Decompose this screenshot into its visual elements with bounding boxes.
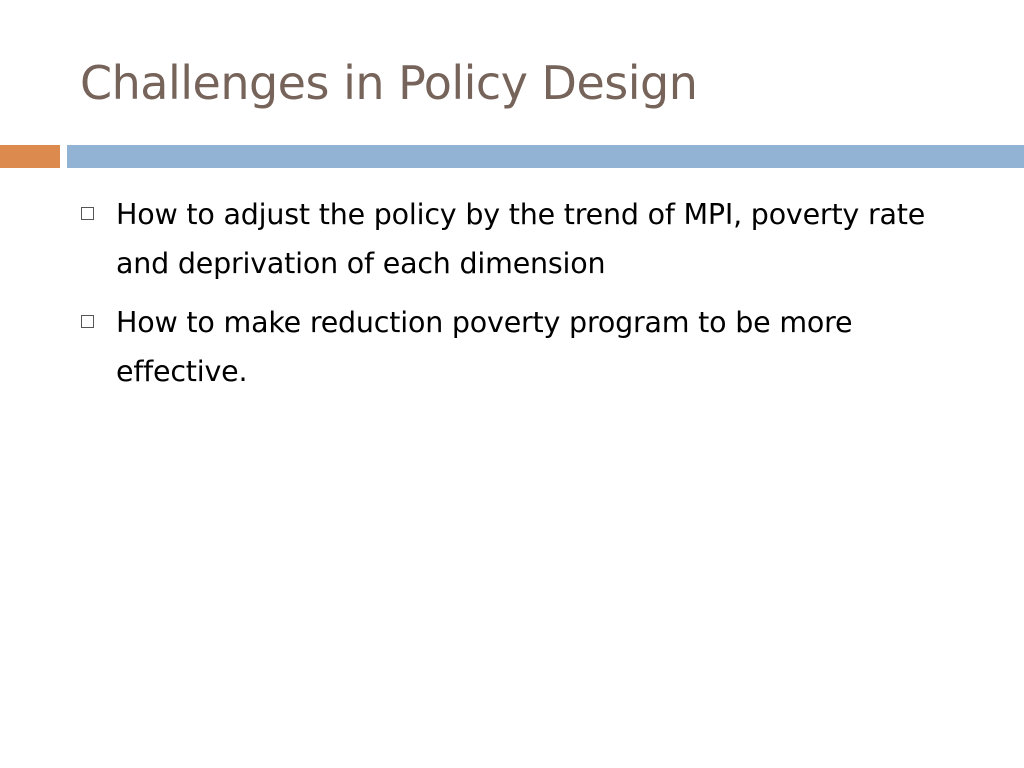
- slide-title: Challenges in Policy Design: [80, 56, 698, 110]
- accent-bar: [0, 145, 60, 168]
- bullet-list: [78, 190, 978, 406]
- bullet-text: How to make reduction poverty program to be more effective.: [116, 306, 853, 388]
- hollow-square-icon: [81, 315, 94, 328]
- bullet-item: [78, 298, 978, 396]
- bullet-text: How to adjust the policy by the trend of MPI, poverty rate and deprivation of each dimension: [116, 198, 926, 280]
- header-divider-bar: [67, 145, 1024, 168]
- hollow-square-icon: [81, 207, 94, 220]
- bullet-item: [78, 190, 978, 288]
